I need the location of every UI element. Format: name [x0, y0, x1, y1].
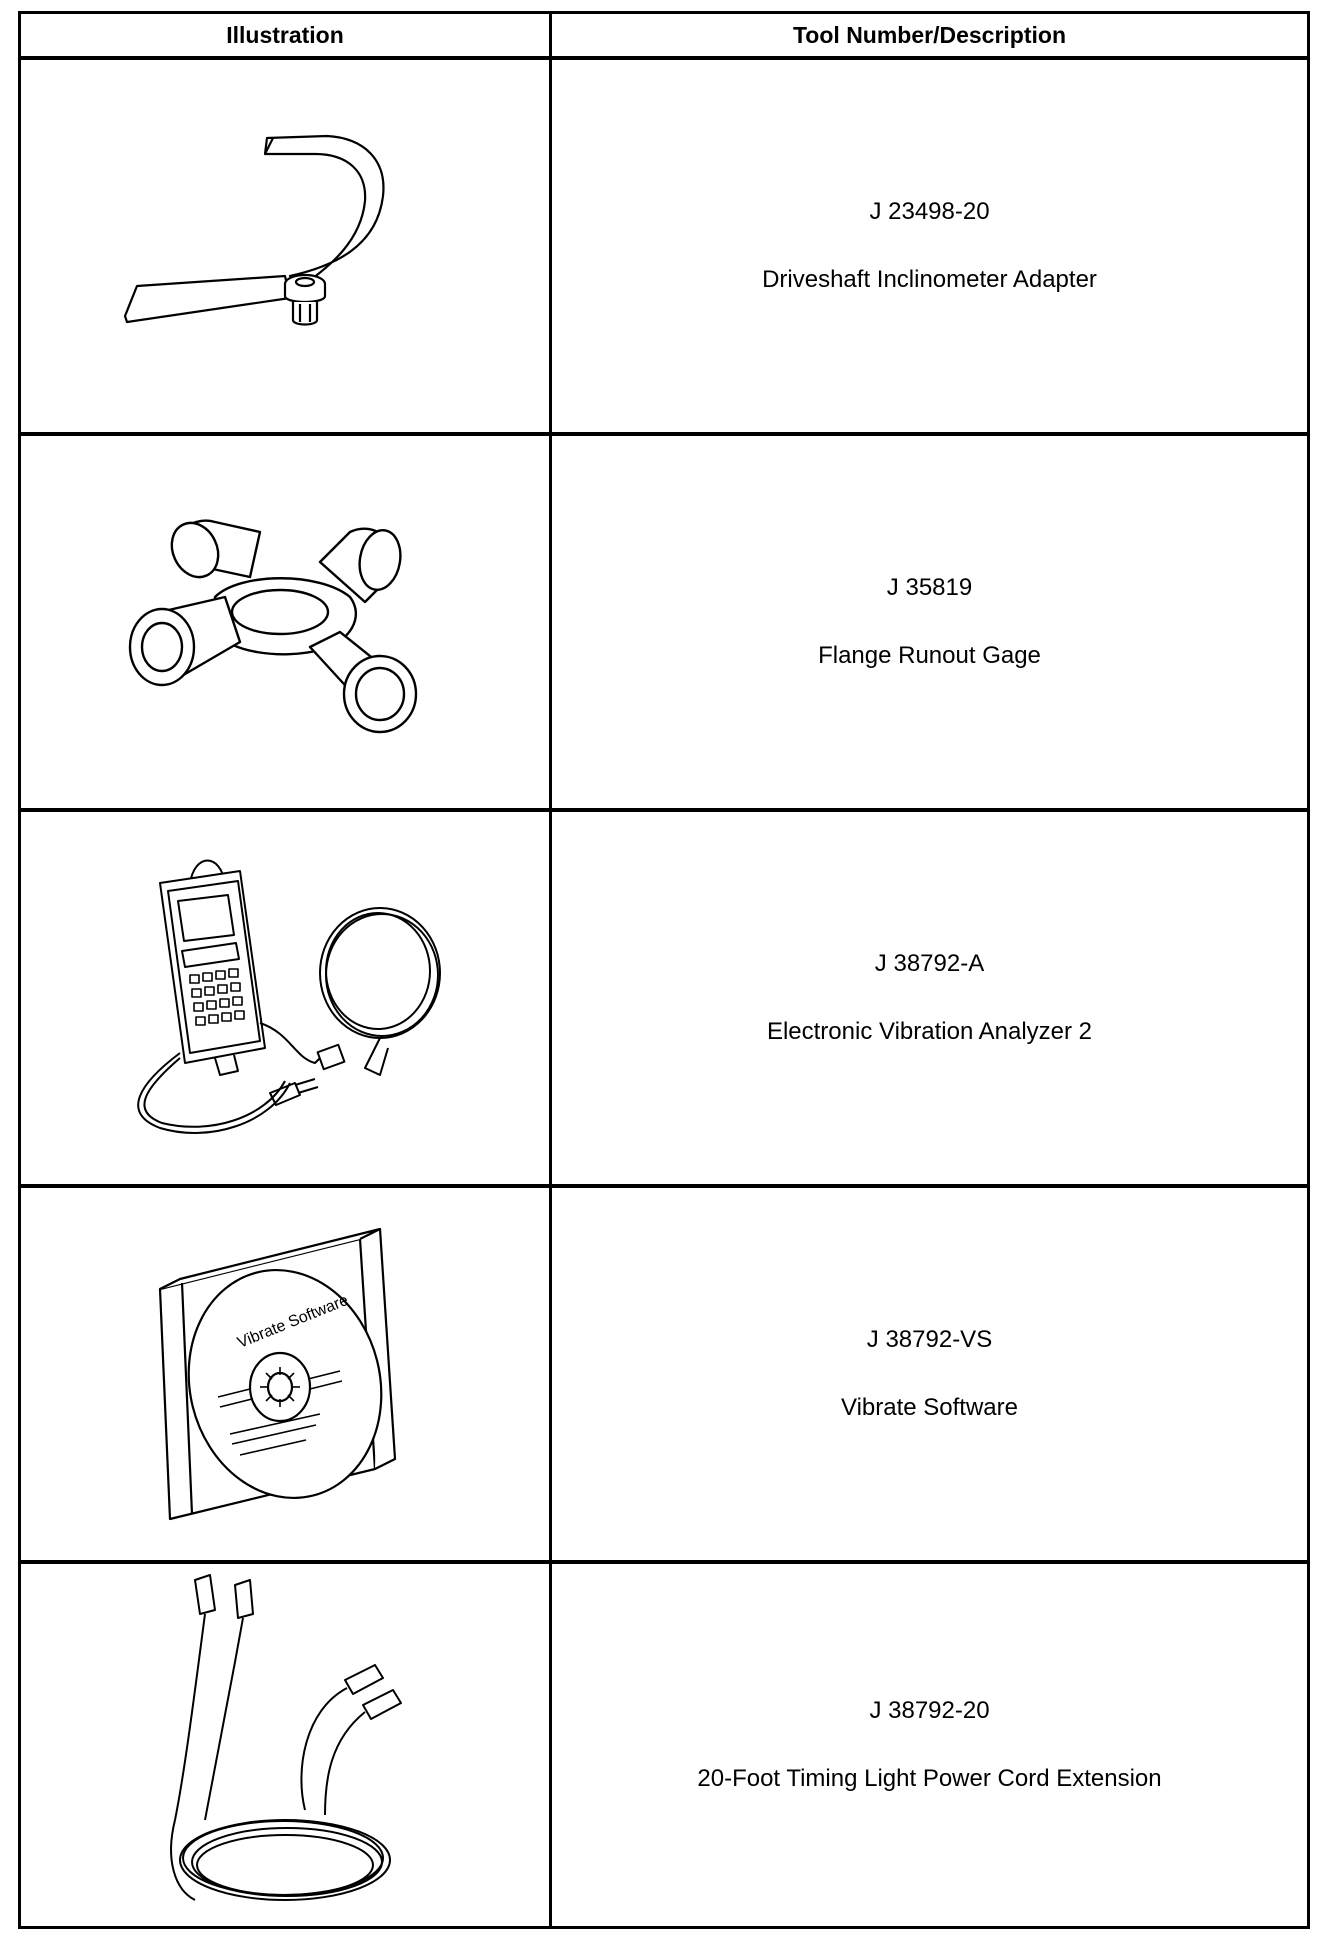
cd-label-text: Vibrate Software [235, 1291, 351, 1352]
power-cord-extension-icon [135, 1570, 435, 1920]
tool-number: J 38792-20 [869, 1697, 990, 1724]
table-row [21, 1188, 1307, 1564]
inclinometer-adapter-icon [115, 126, 455, 366]
tool-number: J 38792-A [874, 950, 985, 977]
table-row [21, 60, 1307, 436]
illustration-cell [21, 1188, 549, 1560]
tool-number: J 38792-VS [866, 1326, 993, 1353]
tool-description: Flange Runout Gage [818, 642, 1041, 669]
header-tool-description: Tool Number/Description [792, 21, 1067, 48]
table-header-row [21, 14, 1307, 60]
table-row [21, 1564, 1307, 1926]
flange-runout-gage-icon [120, 502, 450, 742]
software-cd-icon [120, 1219, 450, 1529]
tool-number: J 35819 [886, 574, 973, 601]
illustration-cell [21, 436, 549, 808]
header-illustration: Illustration [226, 21, 344, 48]
tool-description: Electronic Vibration Analyzer 2 [766, 1018, 1093, 1045]
illustration-cell [21, 812, 549, 1184]
special-tools-table [18, 11, 1310, 1929]
tool-description: Vibrate Software [841, 1394, 1018, 1421]
illustration-cell [21, 1564, 549, 1926]
tool-description: Driveshaft Inclinometer Adapter [762, 266, 1097, 293]
tool-number: J 23498-20 [869, 198, 990, 225]
vibration-analyzer-icon [120, 843, 450, 1153]
table-row [21, 812, 1307, 1188]
table-row [21, 436, 1307, 812]
tool-description: 20-Foot Timing Light Power Cord Extension [697, 1765, 1162, 1792]
illustration-cell [21, 60, 549, 432]
